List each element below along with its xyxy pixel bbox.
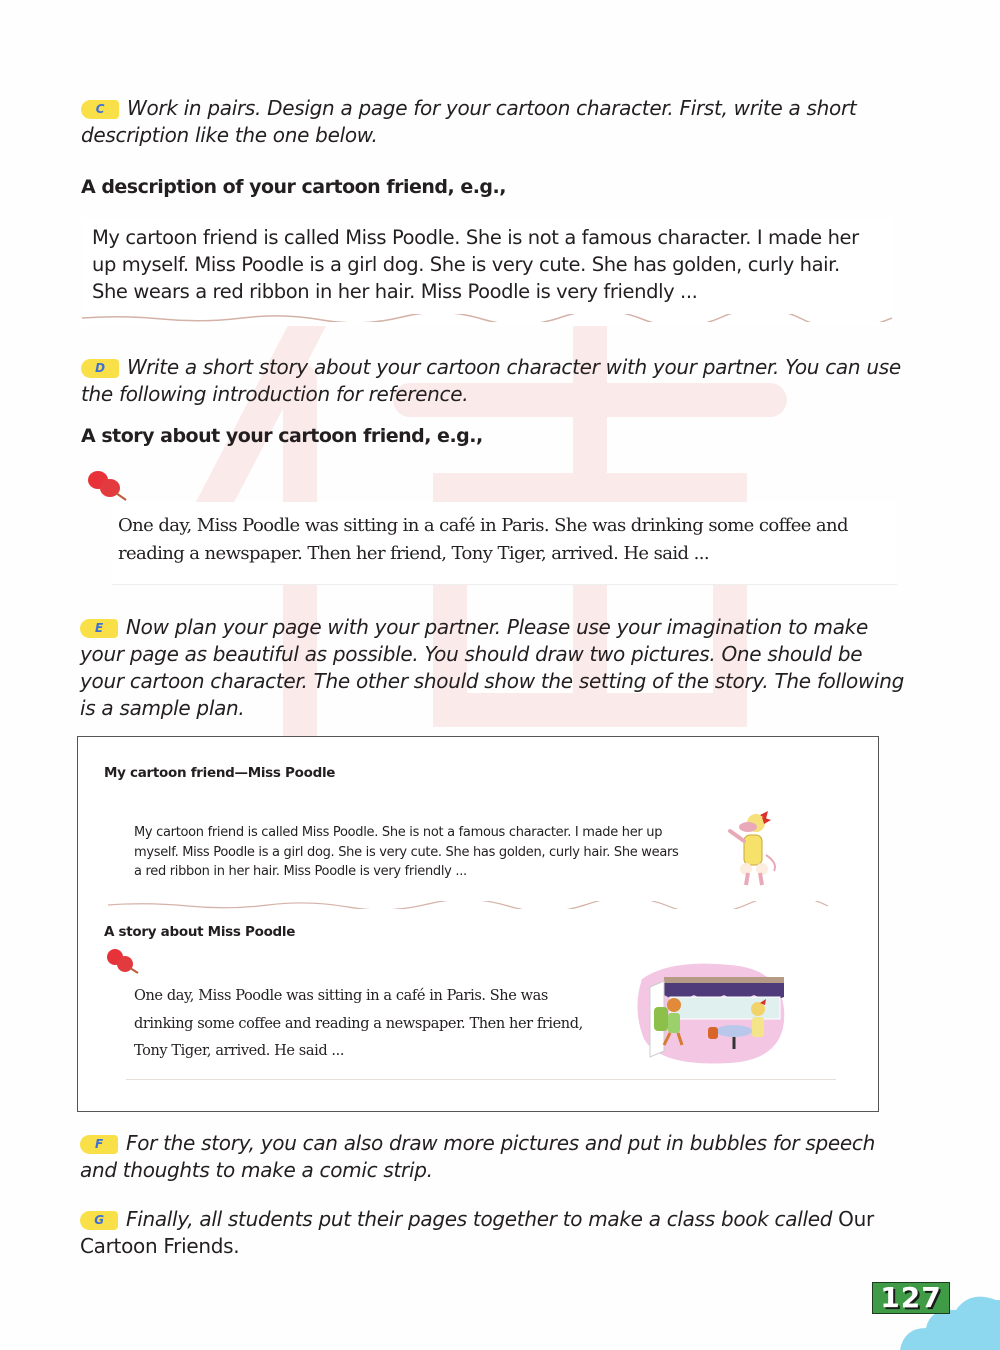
- story-note: [112, 502, 897, 585]
- task-g-badge: G: [80, 1211, 118, 1230]
- task-f-badge: F: [80, 1135, 118, 1154]
- cafe-scene-illustration: [630, 959, 790, 1069]
- book-title: Our Cartoon Friends: [80, 1207, 874, 1258]
- task-e: [80, 614, 910, 722]
- pushpin-icon: [84, 468, 130, 504]
- miss-poodle-illustration: [718, 811, 788, 891]
- task-d-badge: D: [81, 359, 119, 378]
- description-text: My cartoon friend is called Miss Poodle. She is not a famous character. I made her up myself. Miss Poodle is a girl dog. She is very cute. She has golden, curly hair. She wears a red ribbon in her hair. Miss Poodle is very friendly ...: [92, 226, 859, 303]
- description-heading: A description of your cartoon friend, e.g.,: [81, 176, 506, 198]
- task-c: [81, 95, 901, 149]
- task-g: [80, 1206, 910, 1260]
- torn-edge: [82, 314, 892, 322]
- sample-plan-title: My cartoon friend—Miss Poodle: [104, 765, 336, 781]
- sample-plan-box: [77, 736, 879, 1112]
- sample-description-note: [108, 817, 828, 907]
- story-heading: A story about your cartoon friend, e.g.,: [81, 425, 483, 447]
- task-c-text: Work in pairs. Design a page for your cartoon character. First, write a short description like the one below.: [81, 96, 857, 147]
- task-f: [80, 1130, 910, 1184]
- page-number: 127: [872, 1282, 950, 1314]
- story-text: One day, Miss Poodle was sitting in a café in Paris. She was drinking some coffee and reading a newspaper. Then her friend, Tony Tiger, arrived. He said ...: [118, 515, 848, 564]
- task-d: [81, 354, 921, 408]
- sample-description-text: My cartoon friend is called Miss Poodle. She is not a famous character. I made her up myself. Miss Poodle is a girl dog. She is very cute. She has golden, curly hair. She wears a red ribbon in her hair. Miss Poodle is very friendly ...: [134, 825, 679, 879]
- sample-story-heading: A story about Miss Poodle: [104, 924, 296, 940]
- task-g-end: .: [233, 1234, 240, 1258]
- task-c-badge: C: [81, 100, 119, 119]
- task-e-text: Now plan your page with your partner. Please use your imagination to make your page as beautiful as possible. You should draw two pictures. One should be your cartoon character. The other should show the setting of the story. The following is a sample plan.: [80, 615, 905, 720]
- task-d-text: Write a short story about your cartoon character with your partner. You can use the following introduction for reference.: [81, 355, 901, 406]
- sample-story-note: [126, 975, 836, 1080]
- task-g-text: Finally, all students put their pages together to make a class book called: [126, 1207, 839, 1231]
- task-e-badge: E: [80, 619, 118, 638]
- sample-story-text: One day, Miss Poodle was sitting in a café in Paris. She was drinking some coffee and reading a newspaper. Then her friend, Tony Tiger, arrived. He said ...: [134, 988, 583, 1059]
- description-note: [82, 218, 892, 326]
- torn-edge: [108, 901, 828, 909]
- task-f-text: For the story, you can also draw more pictures and put in bubbles for speech and thoughts to make a comic strip.: [80, 1131, 875, 1182]
